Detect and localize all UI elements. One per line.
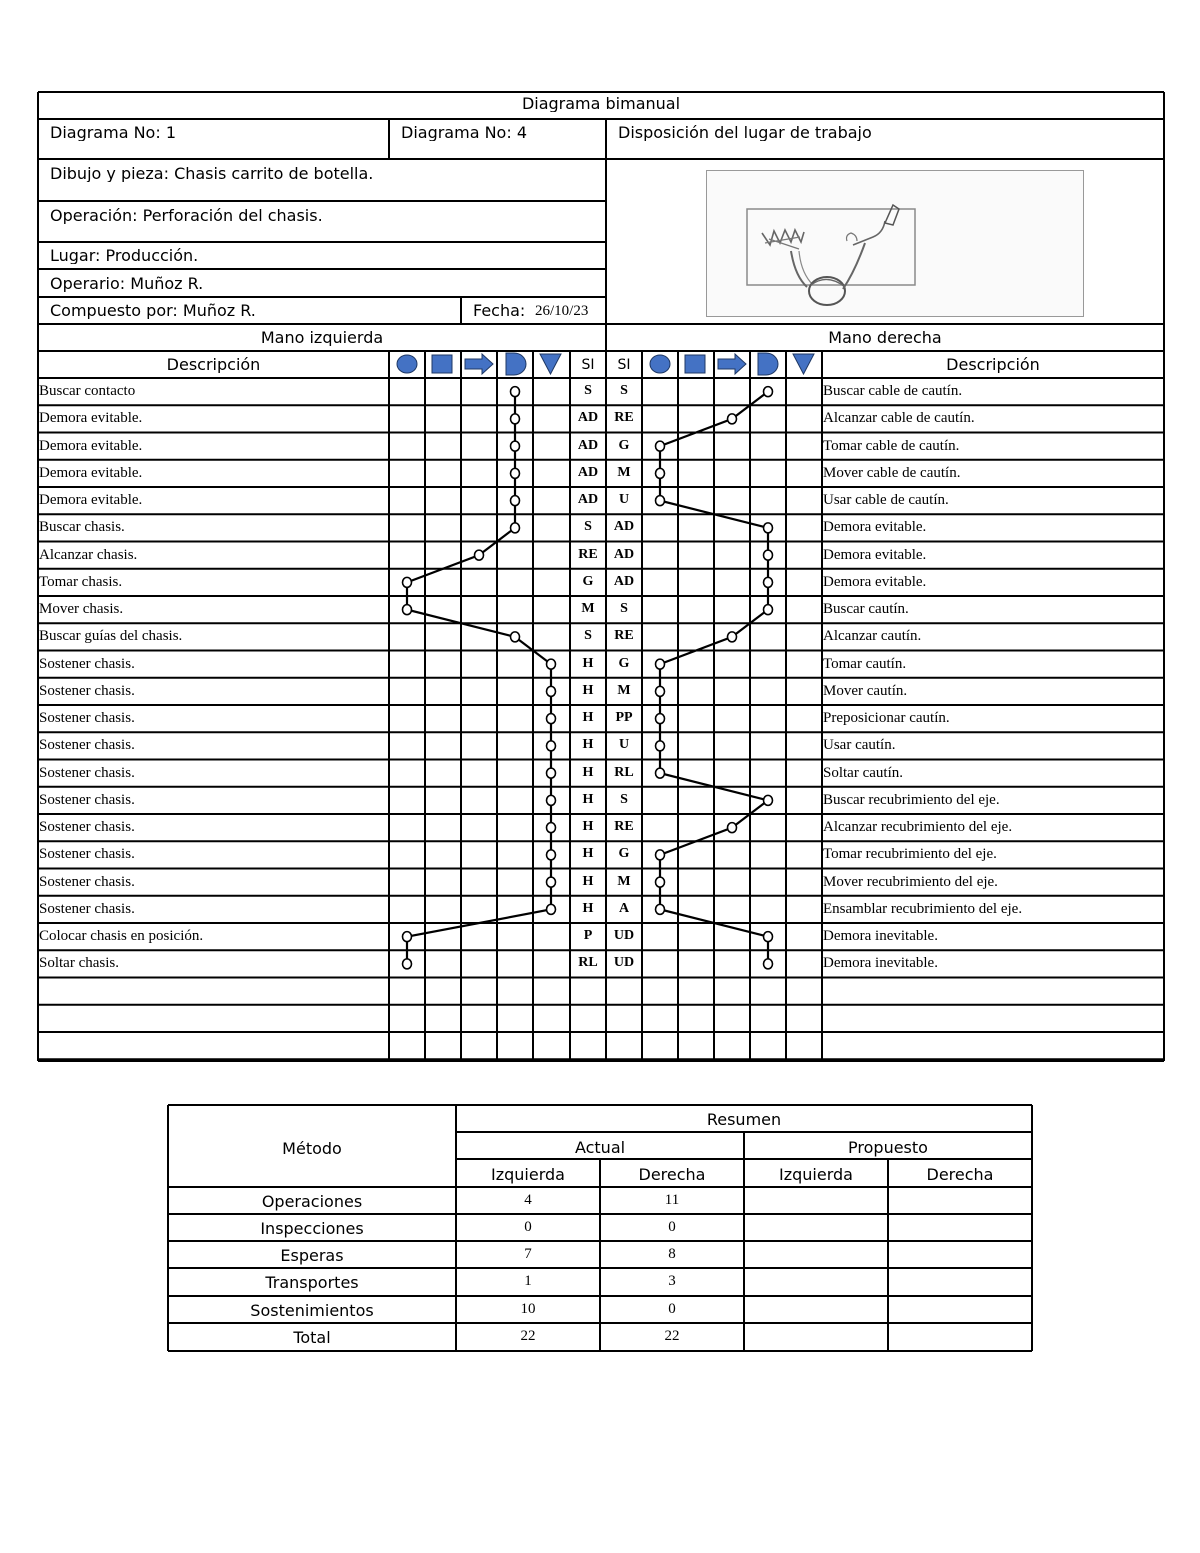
left-symbol-code: G [582, 574, 594, 589]
summary-row-label: Inspecciones [260, 1219, 364, 1238]
left-symbol-code: P [583, 929, 593, 943]
summary-row-label: Esperas [280, 1246, 344, 1265]
right-symbol-code: UD [613, 929, 635, 943]
right-hand-title: Mano derecha [828, 330, 942, 346]
summary-actual-right-value: 22 [664, 1328, 680, 1344]
left-description: Demora evitable. [39, 465, 143, 481]
diagram-number-1: Diagrama No: 1 [50, 125, 176, 141]
right-description: Usar cable de cautín. [823, 493, 949, 508]
operator-field: Operario: Muñoz R. [50, 276, 204, 292]
right-description: Soltar cautín. [823, 765, 903, 781]
operation-field: Operación: Perforación del chasis. [50, 208, 323, 224]
right-description: Demora evitable. [823, 574, 927, 590]
left-description: Colocar chasis en posición. [39, 929, 204, 944]
summary-actual-right-value: 0 [668, 1301, 676, 1317]
left-symbol-code: S [584, 629, 592, 644]
right-description: Buscar cable de cautín. [823, 384, 963, 399]
right-description: Mover cautín. [823, 683, 908, 699]
right-description: Usar cautín. [823, 738, 896, 754]
left-description: Buscar chasis. [39, 520, 125, 536]
right-description: Tomar cable de cautín. [823, 438, 960, 454]
left-symbol-code: H [582, 765, 594, 780]
summary-actual-header: Actual [574, 1138, 626, 1157]
right-description: Ensamblar recubrimiento del eje. [823, 901, 1023, 917]
left-symbol-code: H [582, 656, 594, 671]
right-description: Buscar recubrimiento del eje. [823, 792, 1000, 808]
left-description: Demora evitable. [39, 493, 143, 508]
left-symbol-code: H [582, 847, 594, 862]
left-symbol-code: H [582, 711, 594, 725]
right-symbol-code: S [620, 792, 628, 807]
summary-actual-left-value: 7 [524, 1246, 532, 1262]
left-description: Sostener chasis. [39, 792, 135, 808]
left-description: Buscar guías del chasis. [39, 629, 183, 645]
summary-actual-left-value: 10 [520, 1301, 536, 1317]
summary-actual-right-value: 0 [668, 1219, 676, 1235]
date-label: Fecha: [473, 303, 526, 319]
diagram-number-2: Diagrama No: 4 [401, 125, 527, 141]
left-symbol-code: RL [578, 956, 598, 971]
summary-proposed-header: Propuesto [848, 1138, 928, 1157]
right-symbol-code: U [618, 493, 630, 507]
left-symbol-code: AD [577, 438, 599, 453]
left-symbol-code: S [584, 384, 592, 398]
left-description: Sostener chasis. [39, 765, 135, 781]
left-symbol-code: AD [577, 411, 599, 426]
left-description: Mover chasis. [39, 602, 124, 617]
left-description: Sostener chasis. [39, 656, 135, 672]
drawing-piece: Dibujo y pieza: Chasis carrito de botella. [50, 166, 374, 182]
summary-actual-right-value: 3 [668, 1273, 676, 1289]
left-si-header: SI [581, 358, 595, 372]
right-description: Alcanzar recubrimiento del eje. [823, 820, 1013, 835]
right-description: Tomar cautín. [823, 656, 907, 672]
right-symbol-code: AD [613, 520, 635, 535]
left-description: Sostener chasis. [39, 847, 135, 863]
right-description: Mover cable de cautín. [823, 465, 961, 481]
right-symbol-code: AD [613, 574, 635, 589]
summary-actual-right-value: 11 [664, 1192, 680, 1208]
right-si-header: SI [617, 358, 631, 372]
right-description: Demora inevitable. [823, 929, 938, 944]
summary-row-label: Operaciones [261, 1192, 363, 1211]
diagram-title: Diagrama bimanual [521, 96, 681, 112]
right-symbol-code: PP [615, 711, 633, 725]
right-symbol-code: M [617, 874, 631, 889]
right-description: Alcanzar cautín. [823, 629, 922, 645]
left-description: Sostener chasis. [39, 901, 135, 917]
layout-title: Disposición del lugar de trabajo [618, 125, 872, 141]
composed-by-field: Compuesto por: Muñoz R. [50, 303, 256, 319]
right-symbol-code: A [618, 901, 630, 916]
left-symbol-code: M [581, 602, 595, 616]
left-symbol-code: AD [577, 493, 599, 507]
right-description: Buscar cautín. [823, 602, 909, 617]
right-symbol-code: M [617, 683, 631, 698]
summary-method-header: Método [282, 1139, 342, 1158]
right-symbol-code: S [620, 602, 628, 616]
right-symbol-code: G [618, 656, 630, 671]
summary-resumen-header: Resumen [706, 1110, 782, 1129]
summary-row-label: Sostenimientos [250, 1301, 374, 1320]
left-description: Sostener chasis. [39, 683, 135, 699]
left-symbol-code: H [582, 820, 594, 834]
right-symbol-code: UD [613, 956, 635, 971]
left-description: Demora evitable. [39, 438, 143, 454]
left-description: Sostener chasis. [39, 874, 135, 890]
right-symbol-code: RE [614, 411, 634, 426]
left-symbol-code: H [582, 738, 594, 753]
right-symbol-code: RE [614, 629, 634, 644]
left-description: Sostener chasis. [39, 711, 135, 726]
left-symbol-code: RE [578, 547, 598, 562]
left-description: Sostener chasis. [39, 820, 135, 835]
summary-actual-left-value: 1 [524, 1273, 532, 1289]
summary-row-label: Total [293, 1328, 331, 1347]
left-symbol-code: AD [577, 465, 599, 480]
left-description: Alcanzar chasis. [39, 547, 138, 563]
date-value: 26/10/23 [535, 304, 589, 319]
summary-actual-right-header: Derecha [638, 1165, 706, 1184]
left-description: Tomar chasis. [39, 574, 123, 590]
right-description: Tomar recubrimiento del eje. [823, 847, 997, 863]
summary-row-label: Transportes [265, 1273, 359, 1292]
right-description: Mover recubrimiento del eje. [823, 874, 998, 890]
right-description: Demora inevitable. [823, 956, 938, 972]
right-symbol-code: G [618, 438, 630, 453]
right-description-header: Descripción [946, 357, 1040, 373]
left-symbol-code: H [582, 901, 594, 916]
left-description: Sostener chasis. [39, 738, 135, 754]
right-symbol-code: M [617, 465, 631, 480]
right-symbol-code: S [620, 384, 628, 398]
left-hand-title: Mano izquierda [260, 330, 384, 346]
right-symbol-code: RL [614, 765, 634, 780]
right-description: Preposicionar cautín. [823, 711, 950, 726]
right-description: Demora evitable. [823, 520, 927, 536]
right-symbol-code: RE [614, 820, 634, 834]
summary-actual-left-value: 22 [520, 1328, 536, 1344]
right-description: Alcanzar cable de cautín. [823, 411, 975, 427]
left-symbol-code: S [584, 520, 592, 535]
left-symbol-code: H [582, 792, 594, 807]
right-symbol-code: U [618, 738, 630, 753]
summary-actual-left-header: Izquierda [491, 1165, 565, 1184]
right-symbol-code: G [618, 847, 630, 862]
left-symbol-code: H [582, 874, 594, 889]
left-description: Demora evitable. [39, 411, 143, 427]
left-symbol-code: H [582, 683, 594, 698]
left-description-header: Descripción [166, 357, 261, 373]
summary-actual-left-value: 4 [524, 1192, 532, 1208]
right-description: Demora evitable. [823, 547, 927, 563]
summary-actual-left-value: 0 [524, 1219, 532, 1235]
summary-proposed-left-header: Izquierda [779, 1165, 853, 1184]
left-description: Buscar contacto [39, 384, 136, 399]
summary-proposed-right-header: Derecha [926, 1165, 994, 1184]
place-field: Lugar: Producción. [50, 248, 199, 264]
right-symbol-code: AD [613, 547, 635, 562]
summary-actual-right-value: 8 [668, 1246, 676, 1262]
left-description: Soltar chasis. [39, 956, 119, 972]
